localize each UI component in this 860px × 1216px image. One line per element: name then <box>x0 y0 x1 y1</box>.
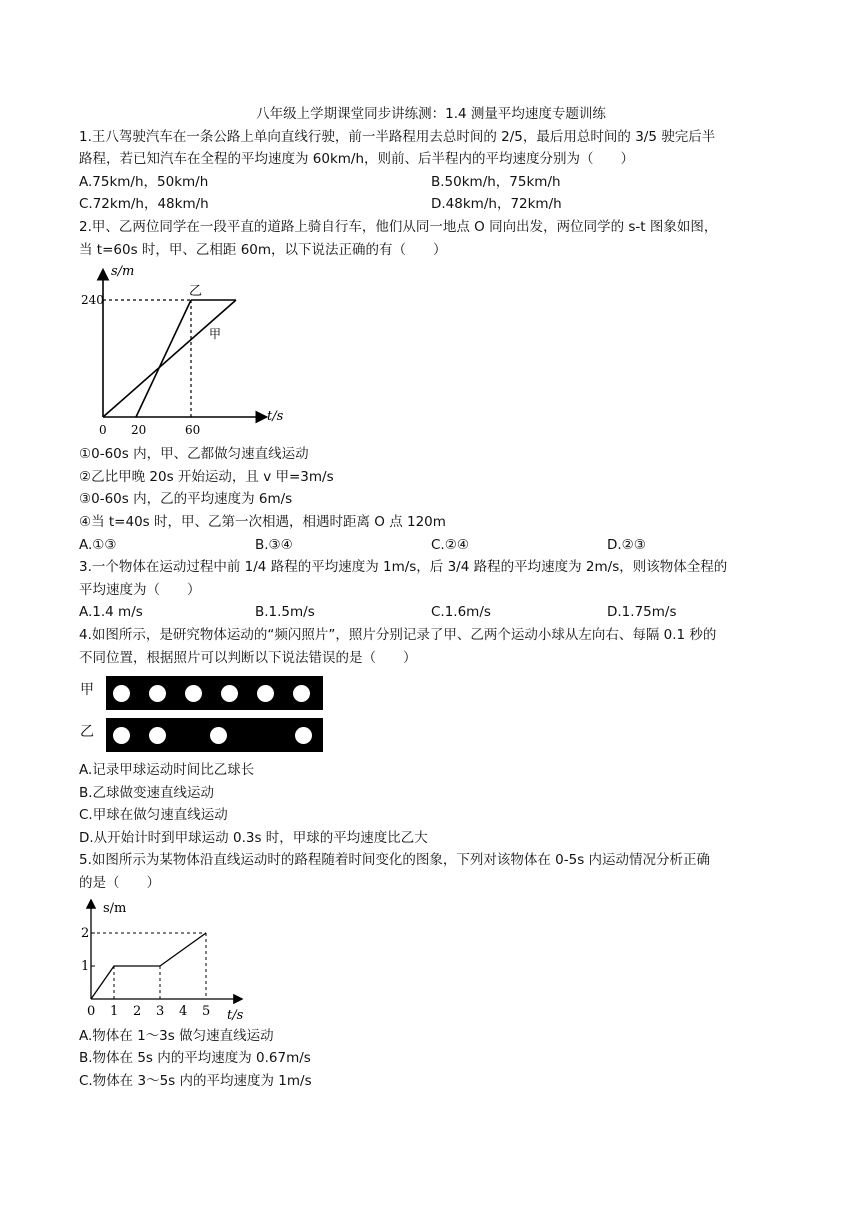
question-5 <box>79 849 783 1092</box>
st-graph-svg <box>79 263 299 443</box>
question-4-text-line-2: 不同位置，根据照片可以判断以下说法错误的是（ ） <box>79 649 417 666</box>
ball-jia-1 <box>113 685 130 702</box>
ball-jia-3 <box>185 685 202 702</box>
ball-yi-2 <box>149 727 166 744</box>
line-jia <box>103 300 236 417</box>
question-1-option-b[interactable]: B.50km/h，75km/h <box>431 173 561 190</box>
question-3-option-c[interactable]: C.1.6m/s <box>431 604 491 621</box>
x-tick-0: 0 <box>99 423 107 438</box>
question-5-st-graph <box>79 899 783 1025</box>
x-tick-3: 3 <box>156 1003 165 1019</box>
question-1-options-row-2 <box>79 193 783 216</box>
x-tick-1: 1 <box>110 1003 119 1019</box>
ball-jia-2 <box>149 685 166 702</box>
question-2-statement-4: ④当 t=40s 时，甲、乙第一次相遇，相遇时距离 O 点 120m <box>79 513 446 530</box>
question-5-option-a[interactable]: A.物体在 1～3s 做匀速直线运动 <box>79 1027 274 1044</box>
ball-jia-6 <box>293 685 310 702</box>
question-2-option-b[interactable]: B.③④ <box>255 536 293 553</box>
ball-jia-4 <box>221 685 238 702</box>
worksheet-page <box>79 103 783 1092</box>
flash-strip-jia <box>106 676 323 710</box>
y-tick-1: 1 <box>81 958 90 974</box>
question-4-option-a[interactable]: A.记录甲球运动时间比乙球长 <box>79 762 255 779</box>
question-2-option-a[interactable]: A.①③ <box>79 536 117 553</box>
ball-yi-1 <box>113 727 130 744</box>
x-tick-20: 20 <box>131 423 147 438</box>
question-2-options <box>79 534 783 557</box>
question-1-option-d[interactable]: D.48km/h，72km/h <box>431 196 562 213</box>
worksheet-title: 八年级上学期课堂同步讲练测：1.4 测量平均速度专题训练 <box>256 106 606 122</box>
x-axis-label: t/s <box>227 1007 244 1023</box>
question-2-statement-3: ③0-60s 内，乙的平均速度为 6m/s <box>79 491 293 508</box>
question-2 <box>79 216 783 556</box>
y-tick-2: 2 <box>81 925 90 941</box>
question-4-option-d[interactable]: D.从开始计时到甲球运动 0.3s 时，甲球的平均速度比乙大 <box>79 829 428 846</box>
question-4-option-b[interactable]: B.乙球做变速直线运动 <box>79 784 215 801</box>
y-tick-240: 240 <box>81 293 104 308</box>
x-tick-2: 2 <box>133 1003 142 1019</box>
y-axis-label: s/m <box>103 900 127 916</box>
ball-jia-5 <box>257 685 274 702</box>
question-5-text-line-2: 的是（ ） <box>79 875 160 892</box>
ball-yi-4 <box>295 727 312 744</box>
st-graph-2-svg <box>79 899 259 1025</box>
x-tick-0: 0 <box>87 1003 96 1019</box>
question-2-text-line-1: 2.甲、乙两位同学在一段平直的道路上骑自行车，他们从同一地点 O 同向出发，两位同学的 s-t 图象如图， <box>79 218 718 235</box>
question-1-options-row-1 <box>79 171 783 194</box>
question-5-option-b[interactable]: B.物体在 5s 内的平均速度为 0.67m/s <box>79 1050 311 1067</box>
question-3-options <box>79 601 783 624</box>
line-yi <box>136 300 191 417</box>
question-3-option-a[interactable]: A.1.4 m/s <box>79 604 143 621</box>
question-2-statement-1: ①0-60s 内，甲、乙都做匀速直线运动 <box>79 446 309 463</box>
question-1-text-line-2: 路程，若已知汽车在全程的平均速度为 60km/h，则前、后半程内的平均速度分别为（ ） <box>79 151 635 168</box>
question-4 <box>79 624 783 850</box>
question-3-option-b[interactable]: B.1.5m/s <box>255 604 315 621</box>
question-4-option-c[interactable]: C.甲球在做匀速直线运动 <box>79 807 228 824</box>
x-tick-5: 5 <box>202 1003 211 1019</box>
motion-line <box>91 933 206 999</box>
flash-label-jia: 甲 <box>80 682 94 699</box>
ball-yi-3 <box>210 727 227 744</box>
y-axis-label: s/m <box>111 264 135 280</box>
label-jia: 甲 <box>209 327 222 342</box>
question-1-option-a[interactable]: A.75km/h，50km/h <box>79 173 209 190</box>
question-3-option-d[interactable]: D.1.75m/s <box>607 604 677 621</box>
question-2-option-c[interactable]: C.②④ <box>431 536 469 553</box>
question-1 <box>79 126 783 216</box>
x-axis-label: t/s <box>267 409 284 425</box>
x-tick-60: 60 <box>185 423 201 438</box>
question-5-option-c[interactable]: C.物体在 3～5s 内的平均速度为 1m/s <box>79 1072 312 1089</box>
question-3 <box>79 556 783 624</box>
flash-strip-yi <box>106 718 323 752</box>
question-3-text-line-2: 平均速度为（ ） <box>79 581 201 598</box>
question-5-text-line-1: 5.如图所示为某物体沿直线运动时的路程随着时间变化的图象，下列对该物体在 0-5s 内运动情况分析正确 <box>79 852 711 869</box>
flash-photo-figure <box>79 673 783 759</box>
question-1-text-line-1: 1.王八驾驶汽车在一条公路上单向直线行驶，前一半路程用去总时间的 2/5，最后用总时间的 3/5 驶完后半 <box>79 128 716 145</box>
question-1-option-c[interactable]: C.72km/h，48km/h <box>79 196 209 213</box>
question-2-option-d[interactable]: D.②③ <box>607 536 646 553</box>
x-tick-4: 4 <box>179 1003 188 1019</box>
flash-label-yi: 乙 <box>80 724 94 741</box>
question-2-text-line-2: 当 t=60s 时，甲、乙相距 60m，以下说法正确的有（ ） <box>79 241 447 258</box>
label-yi: 乙 <box>189 284 203 300</box>
question-2-st-graph <box>79 263 783 443</box>
question-3-text-line-1: 3.一个物体在运动过程中前 1/4 路程的平均速度为 1m/s，后 3/4 路程的平均速度为 2m/s，则该物体全程的 <box>79 559 728 576</box>
question-4-text-line-1: 4.如图所示，是研究物体运动的“频闪照片”，照片分别记录了甲、乙两个运动小球从左向右、每隔 0.1 秒的 <box>79 626 717 643</box>
question-2-statement-2: ②乙比甲晚 20s 开始运动，且 v 甲=3m/s <box>79 468 334 485</box>
